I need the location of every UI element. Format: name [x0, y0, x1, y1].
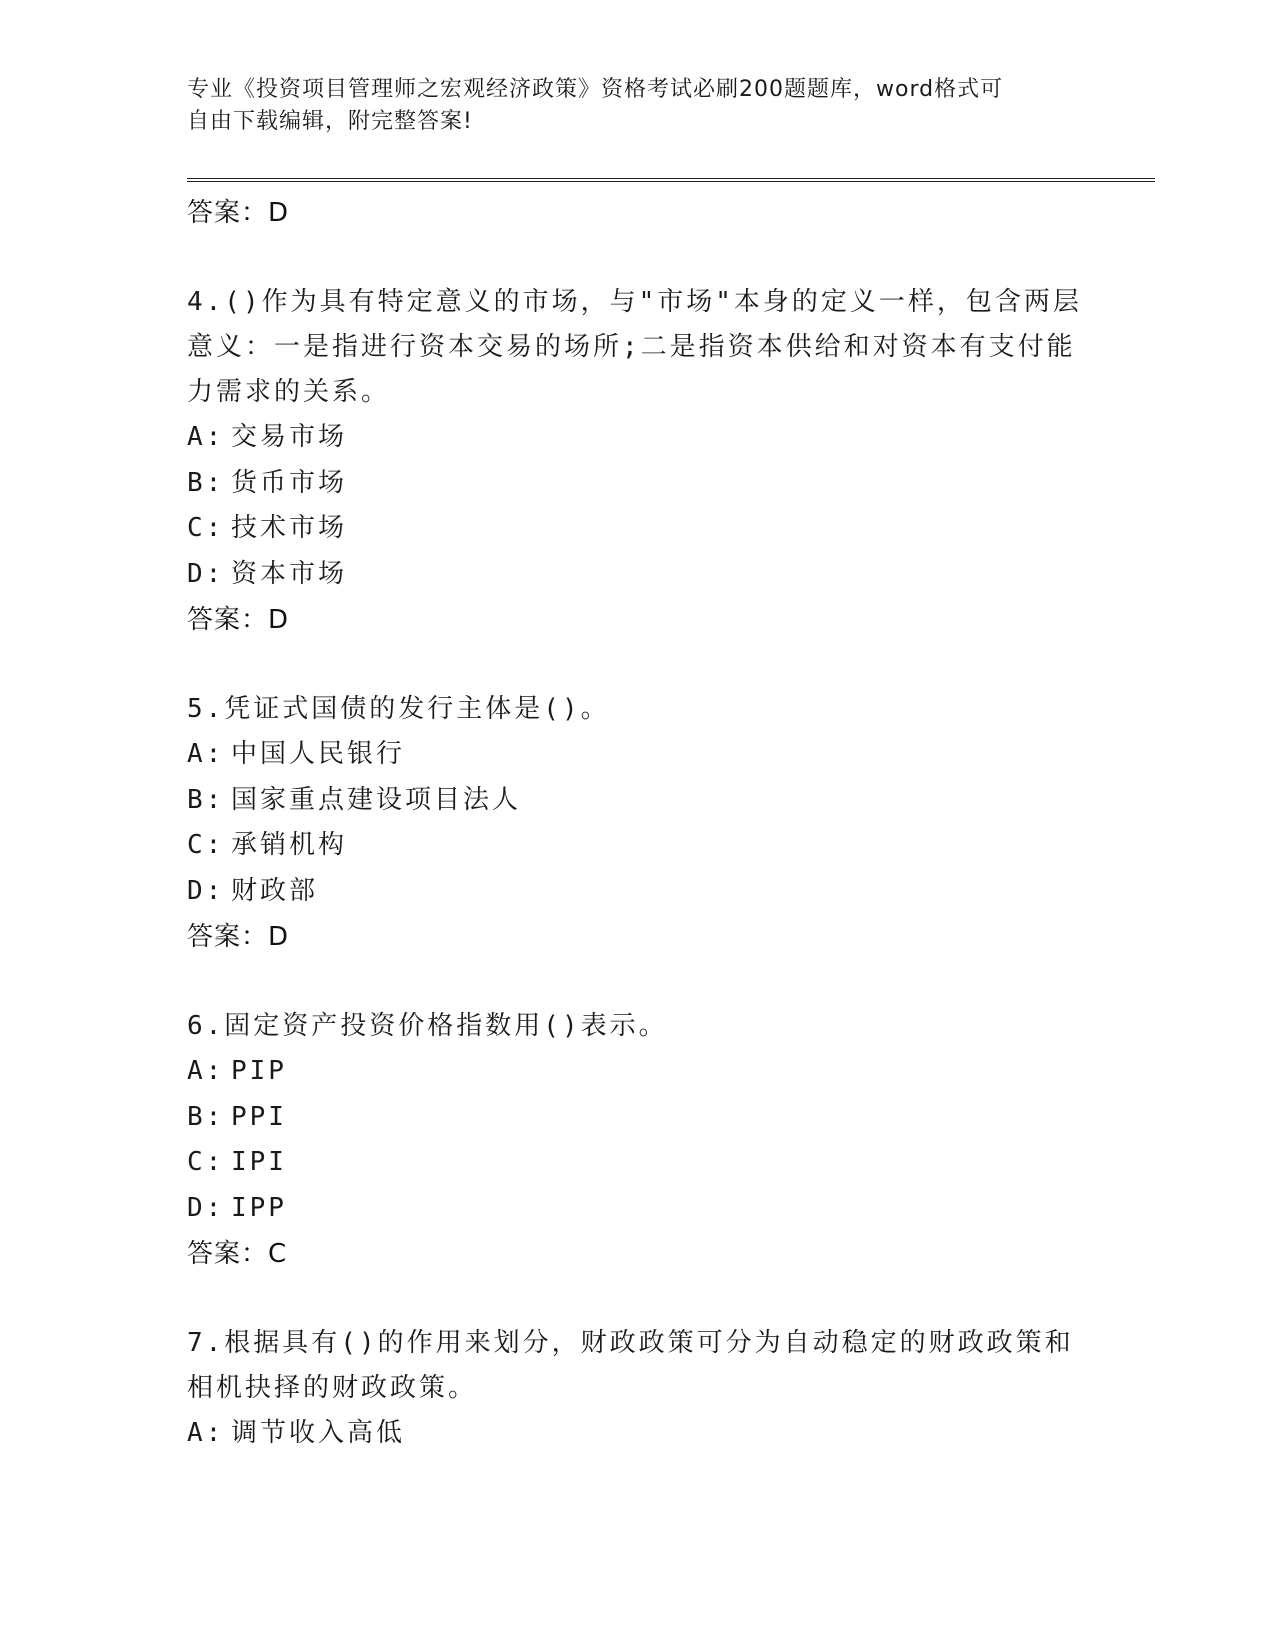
- option-letter: A:: [187, 739, 225, 769]
- option-d: [187, 552, 1087, 598]
- question-list: [187, 190, 1087, 1457]
- option-letter: B:: [187, 1101, 225, 1132]
- option-d: [187, 869, 1087, 915]
- option-text: 中国人民银行: [231, 739, 406, 769]
- page-header: [187, 74, 1067, 138]
- question-5: [187, 687, 1087, 960]
- option-letter: C:: [187, 513, 225, 543]
- option-letter: A:: [187, 1056, 225, 1086]
- option-letter: D:: [187, 1192, 225, 1223]
- option-a: [187, 732, 1087, 778]
- question-stem: 4.()作为具有特定意义的市场，与"市场"本身的定义一样，包含两层意义：一是指进行资本交易的场所;二是指资本供给和对资本有支付能力需求的关系。: [187, 287, 1082, 407]
- option-text: PIP: [231, 1056, 287, 1086]
- option-text: IPI: [231, 1147, 287, 1177]
- option-letter: D:: [187, 558, 225, 589]
- answer-line: 答案：D: [187, 198, 290, 228]
- option-text: 调节收入高低: [231, 1418, 406, 1448]
- option-letter: A:: [187, 422, 225, 452]
- answer-line: 答案：D: [187, 605, 290, 635]
- question-4: [187, 280, 1087, 643]
- option-text: 技术市场: [231, 513, 348, 543]
- question-stem: 7.根据具有()的作用来划分，财政政策可分为自动稳定的财政政策和相机抉择的财政政策。: [187, 1328, 1074, 1403]
- option-b: [187, 1095, 1087, 1141]
- option-letter: D:: [187, 875, 225, 906]
- option-c: [187, 1140, 1087, 1186]
- option-text: 资本市场: [231, 558, 348, 589]
- option-letter: C:: [187, 1147, 225, 1177]
- option-letter: B:: [187, 467, 225, 498]
- option-c: [187, 506, 1087, 552]
- option-text: 承销机构: [231, 830, 348, 860]
- option-a: [187, 1411, 1087, 1457]
- answer-line: 答案：C: [187, 1239, 288, 1269]
- answer-line: 答案：D: [187, 922, 290, 952]
- option-letter: A:: [187, 1418, 225, 1448]
- option-b: [187, 461, 1087, 507]
- option-letter: C:: [187, 830, 225, 860]
- option-c: [187, 823, 1087, 869]
- option-d: [187, 1186, 1087, 1232]
- option-text: IPP: [231, 1192, 287, 1223]
- option-a: [187, 1049, 1087, 1095]
- question-6: [187, 1004, 1087, 1277]
- option-text: PPI: [231, 1101, 287, 1132]
- header-line-2: 自由下载编辑，附完整答案!: [187, 109, 473, 134]
- option-text: 财政部: [231, 875, 319, 906]
- option-a: [187, 415, 1087, 461]
- header-rule: [187, 178, 1155, 182]
- question-stem: 5.凭证式国债的发行主体是()。: [187, 694, 610, 724]
- option-text: 货币市场: [231, 467, 348, 498]
- option-b: [187, 778, 1087, 824]
- option-text: 国家重点建设项目法人: [231, 784, 522, 815]
- question-stem: 6.固定资产投资价格指数用()表示。: [187, 1011, 668, 1041]
- option-letter: B:: [187, 784, 225, 815]
- question-7: [187, 1321, 1087, 1457]
- header-line-1: 专业《投资项目管理师之宏观经济政策》资格考试必刷200题题库，word格式可: [187, 77, 1004, 102]
- option-text: 交易市场: [231, 422, 348, 452]
